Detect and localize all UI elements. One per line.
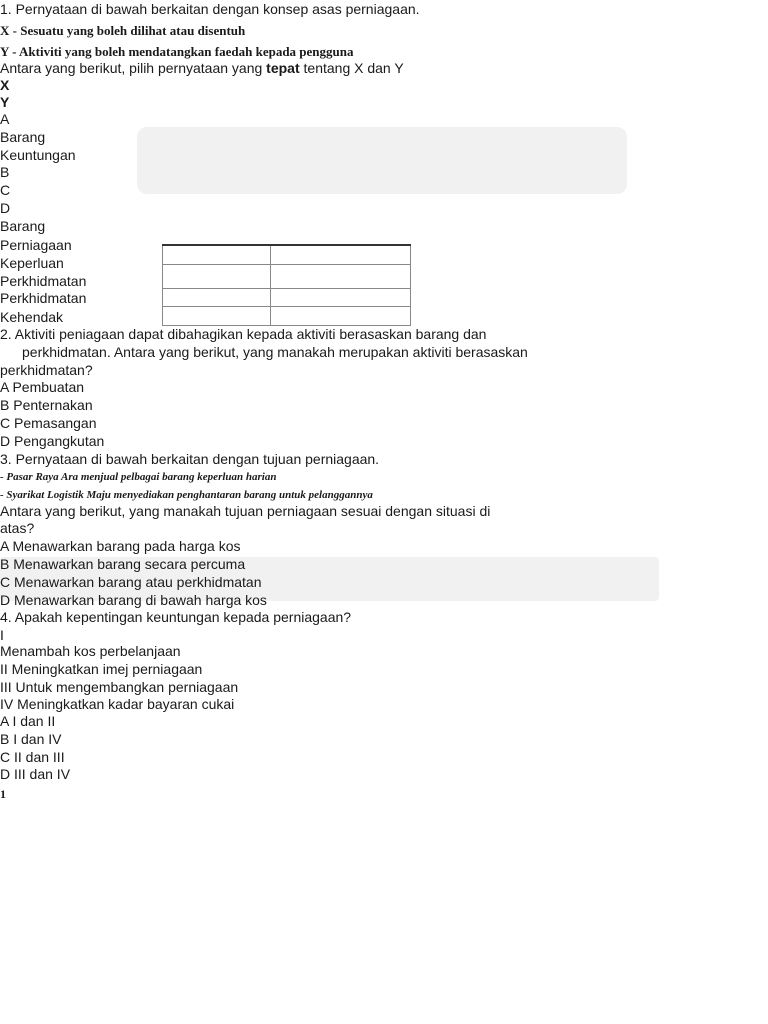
q3-prompt-line1: Antara yang berikut, yang manakah tujuan perniagaan sesuai dengan situasi di [0, 503, 491, 519]
q1-header-y: Y [0, 94, 10, 110]
q1-row: B [0, 164, 10, 180]
q3-point-2: - Syarikat Logistik Maju menyediakan penghantaran barang untuk pelanggannya [0, 489, 373, 501]
q3-point-1: - Pasar Raya Ara menjual pelbagai barang keperluan harian [0, 471, 277, 483]
q1-header-x: X [0, 77, 10, 93]
q2-stem-line3: perkhidmatan? [0, 362, 93, 378]
q4-item-1-text: Menambah kos perbelanjaan [0, 643, 181, 659]
q1-prompt-pre: Antara yang berikut, pilih pernyataan yang [0, 60, 267, 76]
q1-prompt-bold: tepat [266, 60, 300, 76]
q3-prompt-line2: atas? [0, 520, 35, 536]
q1-stem: 1. Pernyataan di bawah berkaitan dengan konsep asas perniagaan. [0, 1, 420, 17]
q4-option-d: D III dan IV [0, 766, 71, 782]
shaded-box-q1 [137, 127, 627, 194]
q4-option-c: C II dan III [0, 749, 65, 765]
q1-prompt [0, 60, 404, 77]
q1-row: Keperluan [0, 255, 64, 271]
q1-row: Barang [0, 218, 46, 234]
q2-stem-line2: perkhidmatan. Antara yang berikut, yang manakah merupakan aktiviti berasaskan [22, 344, 528, 360]
q1-statement-x: X - Sesuatu yang boleh dilihat atau disentuh [0, 23, 246, 38]
q1-row: Perkhidmatan [0, 273, 87, 289]
answer-table-grid [162, 244, 411, 326]
q4-item-3: III Untuk mengembangkan perniagaan [0, 679, 239, 695]
q1-row: Barang [0, 129, 46, 145]
q1-statement-y: Y - Aktiviti yang boleh mendatangkan faedah kepada pengguna [0, 44, 354, 59]
q2-option-c: C Pemasangan [0, 415, 97, 431]
q3-stem: 3. Pernyataan di bawah berkaitan dengan tujuan perniagaan. [0, 451, 380, 467]
q1-row: Keuntungan [0, 147, 76, 163]
q1-prompt-post: tentang X dan Y [299, 60, 404, 76]
q4-item-1-number: I [0, 627, 4, 643]
q3-option-a: A Menawarkan barang pada harga kos [0, 538, 241, 554]
q1-row: A [0, 111, 10, 127]
q3-option-d: D Menawarkan barang di bawah harga kos [0, 592, 267, 608]
q1-row: Perkhidmatan [0, 290, 87, 306]
q1-row: Perniagaan [0, 237, 72, 253]
q3-option-c: C Menawarkan barang atau perkhidmatan [0, 574, 262, 590]
q1-row: Kehendak [0, 309, 64, 325]
q1-row: D [0, 200, 11, 216]
q2-option-a: A Pembuatan [0, 379, 85, 395]
q2-option-d: D Pengangkutan [0, 433, 105, 449]
page-number: 1 [0, 787, 6, 801]
q4-option-b: B I dan IV [0, 731, 62, 747]
q3-option-b: B Menawarkan barang secara percuma [0, 556, 246, 572]
q4-option-a: A I dan II [0, 713, 56, 729]
q2-stem-line1: 2. Aktiviti peniagaan dapat dibahagikan kepada aktiviti berasaskan barang dan [0, 326, 487, 342]
q4-stem: 4. Apakah kepentingan keuntungan kepada perniagaan? [0, 609, 352, 625]
q4-item-2: II Meningkatkan imej perniagaan [0, 661, 203, 677]
q1-row: C [0, 182, 11, 198]
q4-item-4: IV Meningkatkan kadar bayaran cukai [0, 696, 235, 712]
q2-option-b: B Penternakan [0, 397, 93, 413]
